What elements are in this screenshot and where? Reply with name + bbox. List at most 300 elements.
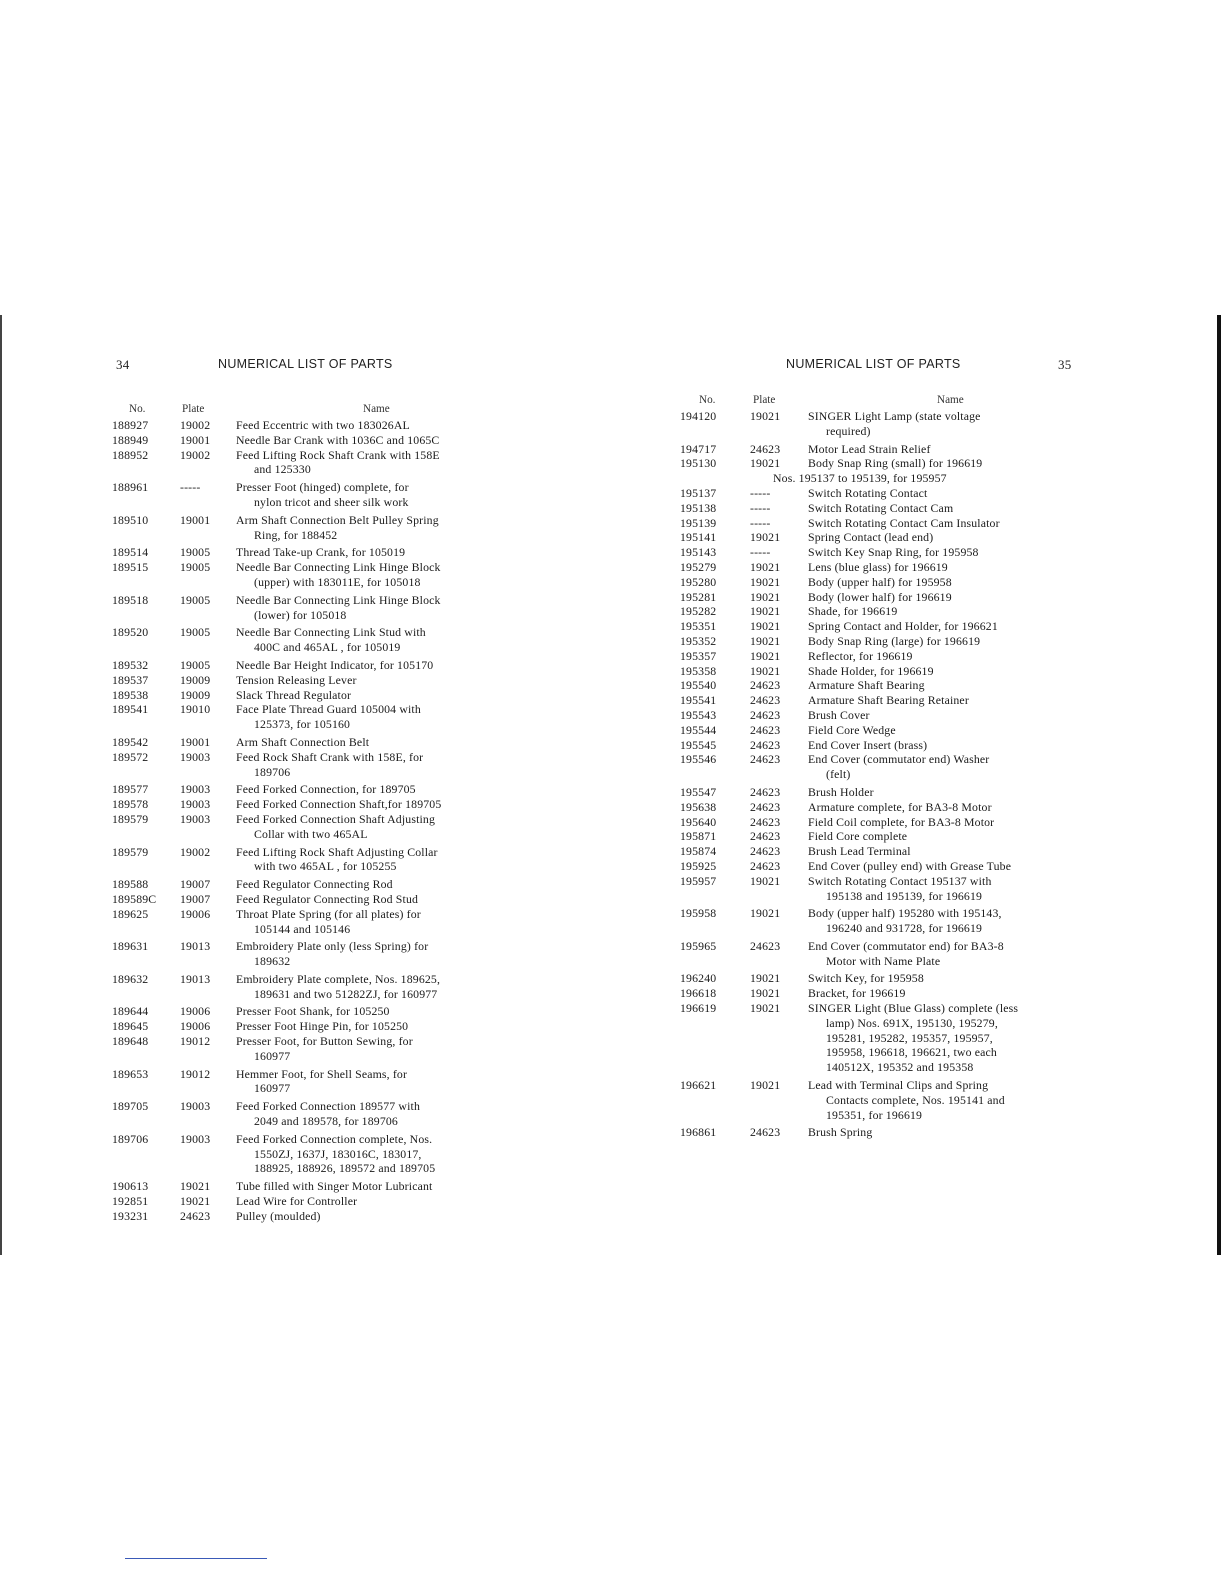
part-name-line: Field Coil complete, for BA3-8 Motor [808, 814, 995, 829]
part-number: 189510 [112, 512, 149, 527]
part-name-line: Slack Thread Regulator [236, 687, 352, 702]
part-name-line: 105144 and 105146 [254, 921, 351, 936]
part-name [808, 590, 1090, 605]
part-number: 195546 [680, 752, 717, 767]
part-name [808, 708, 1090, 723]
part-plate: 19005 [180, 560, 211, 575]
part-name-line: (upper) with 183011E, for 105018 [254, 574, 421, 589]
part-row [680, 1078, 1090, 1122]
part-name-line: Reflector, for 196619 [808, 648, 913, 663]
part-row [680, 844, 1090, 859]
part-row [112, 1179, 612, 1194]
part-name-line: Presser Foot (hinged) complete, for [236, 480, 409, 495]
part-row [112, 972, 612, 1002]
part-name [808, 1125, 1090, 1140]
part-row [112, 480, 612, 510]
part-name-line: Lead Wire for Controller [236, 1194, 358, 1209]
part-number: 189514 [112, 545, 149, 560]
part-plate: 19021 [750, 648, 781, 663]
part-row [680, 971, 1090, 986]
part-name [236, 1179, 612, 1194]
part-row [680, 738, 1090, 753]
part-plate: 19006 [180, 1004, 211, 1019]
part-plate: 19005 [180, 657, 211, 672]
part-name [236, 448, 612, 478]
part-plate: 19021 [750, 906, 781, 921]
part-number: 189515 [112, 560, 149, 575]
part-name-line: 195281, 195282, 195357, 195957, [826, 1030, 993, 1045]
part-number: 189644 [112, 1004, 149, 1019]
part-row [680, 939, 1090, 969]
part-name [808, 456, 1090, 471]
part-number: 195351 [680, 619, 717, 634]
part-number: 195925 [680, 858, 717, 873]
part-row [680, 723, 1090, 738]
part-row [112, 845, 612, 875]
part-row [680, 634, 1090, 649]
part-row [680, 874, 1090, 904]
part-number: 189706 [112, 1131, 149, 1146]
part-row [112, 1099, 612, 1129]
part-plate: 19013 [180, 971, 211, 986]
part-number: 195543 [680, 707, 717, 722]
part-name-line: Needle Bar Connecting Link Stud with [236, 625, 426, 640]
part-number: 193231 [112, 1208, 149, 1223]
part-row [112, 688, 612, 703]
part-row [112, 702, 612, 732]
part-number: 192851 [112, 1194, 149, 1209]
part-plate: 19021 [750, 574, 781, 589]
part-name [236, 688, 612, 703]
part-plate: 19003 [180, 797, 211, 812]
part-name-line: Embroidery Plate complete, Nos. 189625, [236, 971, 441, 986]
part-plate: 19007 [180, 877, 211, 892]
part-row [112, 1067, 612, 1097]
part-name [808, 829, 1090, 844]
part-plate: 19005 [180, 545, 211, 560]
part-name-line: Armature complete, for BA3-8 Motor [808, 799, 992, 814]
part-plate: 24623 [750, 693, 781, 708]
part-name-line: 140512X, 195352 and 195358 [826, 1060, 974, 1075]
part-name-line: 160977 [254, 1081, 291, 1096]
part-name-line: required) [826, 423, 871, 438]
part-number: 189588 [112, 877, 149, 892]
part-number: 189572 [112, 749, 149, 764]
part-name-line: Field Core Wedge [808, 722, 896, 737]
part-number: 195357 [680, 648, 717, 663]
part-name [808, 723, 1090, 738]
part-name-line: Thread Take-up Crank, for 105019 [236, 545, 406, 560]
part-plate: 19021 [750, 619, 781, 634]
part-number: 195638 [680, 799, 717, 814]
part-name-line: Brush Holder [808, 784, 874, 799]
part-name-line: Armature Shaft Bearing [808, 678, 925, 693]
part-name [808, 986, 1090, 1001]
part-plate: 19021 [750, 409, 781, 423]
right-page-title: NUMERICAL LIST OF PARTS [786, 357, 961, 371]
part-number: 189579 [112, 811, 149, 826]
part-name-line: Face Plate Thread Guard 105004 with [236, 702, 421, 717]
column-header-no: No. [699, 394, 716, 406]
part-plate: 24623 [180, 1208, 211, 1223]
part-name-line: Field Core complete [808, 829, 908, 844]
part-row [112, 939, 612, 969]
part-name [808, 815, 1090, 830]
part-name [808, 752, 1090, 782]
part-plate: 19005 [180, 625, 211, 640]
part-number: 195138 [680, 500, 717, 515]
part-name-line: 189631 and two 51282ZJ, for 160977 [254, 986, 438, 1001]
part-row [112, 877, 612, 892]
part-name [808, 939, 1090, 969]
part-row [112, 907, 612, 937]
left-parts-list [112, 418, 612, 1224]
column-header-plate: Plate [182, 403, 205, 415]
part-number: 195874 [680, 844, 717, 859]
part-plate: 24623 [750, 844, 781, 859]
part-plate: 19002 [180, 447, 211, 462]
part-number: 195541 [680, 693, 717, 708]
part-number: 196618 [680, 986, 717, 1001]
part-name-line: Switch Key, for 195958 [808, 971, 924, 986]
part-number: 195130 [680, 456, 717, 471]
part-row [112, 782, 612, 797]
part-number: 195540 [680, 678, 717, 693]
part-name-line: 195958, 196618, 196621, two each [826, 1045, 997, 1060]
part-name-line: Feed Forked Connection, for 189705 [236, 782, 416, 797]
part-name [808, 906, 1090, 936]
part-row [112, 433, 612, 448]
part-number: 195547 [680, 784, 717, 799]
part-name [236, 845, 612, 875]
part-row [680, 575, 1090, 590]
part-row [680, 471, 1090, 486]
part-name [236, 1132, 612, 1176]
part-number: 189645 [112, 1019, 149, 1034]
part-plate: 19006 [180, 906, 211, 921]
part-plate: 19021 [750, 456, 781, 471]
part-number: 195352 [680, 633, 717, 648]
part-name-line: Body (upper half) 195280 with 195143, [808, 906, 1002, 921]
part-plate: 19009 [180, 672, 211, 687]
part-name [808, 442, 1090, 457]
right-page-number: 35 [1058, 357, 1072, 372]
part-name [236, 658, 612, 673]
part-number: 195282 [680, 604, 717, 619]
part-plate: ----- [750, 485, 771, 500]
page-edge-left [0, 315, 2, 1255]
part-name-line: Hemmer Foot, for Shell Seams, for [236, 1066, 408, 1081]
part-row [680, 442, 1090, 457]
part-plate: 19021 [750, 663, 781, 678]
part-plate: 19001 [180, 512, 211, 527]
part-name-line: Body Snap Ring (large) for 196619 [808, 633, 981, 648]
part-name-line: Motor Lead Strain Relief [808, 441, 931, 456]
part-name-line: SINGER Light (Blue Glass) complete (less [808, 1001, 1019, 1016]
part-name [808, 604, 1090, 619]
part-name-line: Shade Holder, for 196619 [808, 663, 934, 678]
part-row [680, 708, 1090, 723]
part-row [112, 513, 612, 543]
part-name-line: Switch Rotating Contact Cam [808, 500, 954, 515]
part-name-line: Arm Shaft Connection Belt [236, 734, 370, 749]
part-name-line: 160977 [254, 1048, 291, 1063]
part-number: 195141 [680, 530, 717, 545]
part-name [808, 693, 1090, 708]
part-name-line: Needle Bar Connecting Link Hinge Block [236, 560, 441, 575]
part-plate: 19021 [180, 1194, 211, 1209]
part-row [680, 501, 1090, 516]
part-name-line: Lead with Terminal Clips and Spring [808, 1078, 989, 1093]
part-number: 196621 [680, 1078, 717, 1093]
part-name [236, 433, 612, 448]
part-name [808, 800, 1090, 815]
part-name-line: Nos. 195137 to 195139, for 195957 [773, 471, 947, 486]
part-name [236, 735, 612, 750]
right-parts-list [680, 409, 1090, 1140]
part-row [112, 658, 612, 673]
part-number: 195143 [680, 545, 717, 560]
part-name-line: Needle Bar Height Indicator, for 105170 [236, 657, 434, 672]
part-plate: 19003 [180, 1099, 211, 1114]
part-name-line: 188925, 188926, 189572 and 189705 [254, 1161, 436, 1176]
part-plate: 19021 [750, 986, 781, 1001]
part-name-line: Switch Rotating Contact [808, 485, 928, 500]
part-plate: 24623 [750, 799, 781, 814]
part-plate: 19002 [180, 418, 211, 432]
part-name-line: Contacts complete, Nos. 195141 and [826, 1092, 1005, 1107]
part-number: 189537 [112, 672, 149, 687]
part-name [808, 738, 1090, 753]
part-name [808, 634, 1090, 649]
part-number: 189542 [112, 734, 149, 749]
part-row [112, 1132, 612, 1176]
part-number: 195139 [680, 515, 717, 530]
part-plate: 19021 [750, 604, 781, 619]
part-name [808, 409, 1090, 439]
part-row [680, 815, 1090, 830]
part-name-line: Ring, for 188452 [254, 527, 338, 542]
part-name-line: End Cover Insert (brass) [808, 737, 928, 752]
part-name-line: Feed Forked Connection Shaft,for 189705 [236, 797, 442, 812]
column-header-name: Name [937, 394, 964, 406]
part-name [808, 678, 1090, 693]
part-number: 189538 [112, 687, 149, 702]
part-number: 188949 [112, 432, 149, 447]
part-name [236, 1034, 612, 1064]
part-plate: 19021 [180, 1179, 211, 1194]
part-name-line: Feed Forked Connection 189577 with [236, 1099, 420, 1114]
part-row [112, 625, 612, 655]
part-name-line: Switch Key Snap Ring, for 195958 [808, 545, 979, 560]
part-row [680, 530, 1090, 545]
left-page-number: 34 [116, 357, 130, 372]
part-name [236, 545, 612, 560]
part-plate: 24623 [750, 829, 781, 844]
part-name-line: Armature Shaft Bearing Retainer [808, 693, 969, 708]
part-plate: 19021 [750, 559, 781, 574]
part-name-line: Shade, for 196619 [808, 604, 898, 619]
part-row [680, 800, 1090, 815]
part-number: 195544 [680, 722, 717, 737]
part-name [808, 619, 1090, 634]
part-name [808, 1078, 1090, 1122]
part-name [236, 1099, 612, 1129]
part-number: 194120 [680, 409, 717, 423]
part-plate: 24623 [750, 1125, 781, 1140]
part-plate: 24623 [750, 814, 781, 829]
part-name-line: End Cover (commutator end) Washer [808, 752, 990, 767]
part-name [808, 844, 1090, 859]
part-plate: ----- [750, 500, 771, 515]
column-header-plate: Plate [753, 394, 776, 406]
part-plate: 19001 [180, 432, 211, 447]
part-row [112, 593, 612, 623]
part-name-line: Brush Cover [808, 707, 870, 722]
part-row [680, 545, 1090, 560]
part-plate: 19021 [750, 530, 781, 545]
part-plate: 24623 [750, 784, 781, 799]
part-plate: 19003 [180, 811, 211, 826]
part-number: 195358 [680, 663, 717, 678]
part-name-line: Feed Forked Connection complete, Nos. [236, 1131, 433, 1146]
part-name-line: 189632 [254, 954, 291, 969]
part-plate: 24623 [750, 722, 781, 737]
part-number: 189579 [112, 844, 149, 859]
part-name [236, 797, 612, 812]
part-name-line: Tension Releasing Lever [236, 672, 357, 687]
part-row [680, 829, 1090, 844]
part-name-line: Switch Rotating Contact Cam Insulator [808, 515, 1000, 530]
part-plate: 19021 [750, 873, 781, 888]
part-plate: 24623 [750, 938, 781, 953]
part-row [680, 590, 1090, 605]
part-name [773, 471, 1090, 486]
part-number: 196240 [680, 971, 717, 986]
part-name [236, 750, 612, 780]
part-number: 189541 [112, 702, 149, 717]
part-number: 195281 [680, 589, 717, 604]
part-name [236, 972, 612, 1002]
part-name [236, 1194, 612, 1209]
part-plate: 19021 [750, 589, 781, 604]
part-name [808, 516, 1090, 531]
part-plate: 19012 [180, 1066, 211, 1081]
part-name-line: Needle Bar Connecting Link Hinge Block [236, 592, 441, 607]
part-number: 189589C [112, 891, 157, 906]
part-name [808, 530, 1090, 545]
part-number: 189632 [112, 971, 149, 986]
part-name-line: Motor with Name Plate [826, 953, 941, 968]
part-name [236, 625, 612, 655]
part-row [680, 752, 1090, 782]
part-name-line: Lens (blue glass) for 196619 [808, 559, 948, 574]
part-name-line: Throat Plate Spring (for all plates) for [236, 906, 421, 921]
part-name-line: Feed Regulator Connecting Rod Stud [236, 891, 419, 906]
part-plate: 19021 [750, 633, 781, 648]
part-row [680, 906, 1090, 936]
part-plate: ----- [180, 480, 201, 495]
part-row [112, 812, 612, 842]
part-name-line: Feed Lifting Rock Shaft Crank with 158E [236, 447, 440, 462]
part-name [808, 575, 1090, 590]
part-name-line: Brush Spring [808, 1125, 873, 1140]
part-name-line: 1550ZJ, 1637J, 183016C, 183017, [254, 1146, 422, 1161]
part-name-line: 189706 [254, 764, 291, 779]
part-name-line: (felt) [826, 767, 851, 782]
part-name [236, 593, 612, 623]
part-number: 189577 [112, 782, 149, 797]
part-name [236, 812, 612, 842]
part-plate: 24623 [750, 858, 781, 873]
part-number: 190613 [112, 1179, 149, 1194]
part-name-line: 195138 and 195139, for 196619 [826, 888, 983, 903]
part-name-line: Presser Foot Hinge Pin, for 105250 [236, 1019, 409, 1034]
part-name [236, 939, 612, 969]
part-name [236, 892, 612, 907]
part-row [112, 1004, 612, 1019]
part-name-line: Needle Bar Crank with 1036C and 1065C [236, 432, 440, 447]
footer-rule [125, 1558, 267, 1559]
part-row [680, 859, 1090, 874]
part-row [680, 619, 1090, 634]
part-number: 195958 [680, 906, 717, 921]
part-number: 195965 [680, 938, 717, 953]
part-number: 195280 [680, 574, 717, 589]
part-name [808, 859, 1090, 874]
part-number: 189705 [112, 1099, 149, 1114]
part-name [236, 782, 612, 797]
part-row [680, 986, 1090, 1001]
part-row [112, 735, 612, 750]
part-row [112, 673, 612, 688]
part-name-line: Body (lower half) for 196619 [808, 589, 952, 604]
part-name [808, 971, 1090, 986]
page-edge-right [1217, 315, 1221, 1255]
part-row [680, 1125, 1090, 1140]
part-row [680, 785, 1090, 800]
part-plate: 24623 [750, 737, 781, 752]
part-name-line: (lower) for 105018 [254, 607, 347, 622]
part-number: 195957 [680, 873, 717, 888]
part-number: 196619 [680, 1001, 717, 1016]
part-number: 195871 [680, 829, 717, 844]
part-plate: 19003 [180, 749, 211, 764]
part-name-line: Presser Foot Shank, for 105250 [236, 1004, 390, 1019]
part-name [236, 1004, 612, 1019]
part-number: 188927 [112, 418, 149, 432]
part-number: 189631 [112, 939, 149, 954]
part-plate: 24623 [750, 752, 781, 767]
part-name [236, 513, 612, 543]
part-name-line: Spring Contact and Holder, for 196621 [808, 619, 998, 634]
part-row [112, 1209, 612, 1224]
part-name-line: Tube filled with Singer Motor Lubricant [236, 1179, 433, 1194]
part-row [680, 678, 1090, 693]
column-header-name: Name [363, 403, 390, 415]
part-row [112, 545, 612, 560]
part-number: 189520 [112, 625, 149, 640]
part-number: 195545 [680, 737, 717, 752]
part-name [808, 486, 1090, 501]
part-name [236, 1209, 612, 1224]
part-row [680, 409, 1090, 439]
part-name-line: 400C and 465AL , for 105019 [254, 640, 401, 655]
part-plate: 19007 [180, 891, 211, 906]
part-name-line: 195351, for 196619 [826, 1107, 923, 1122]
part-name [808, 785, 1090, 800]
part-row [112, 448, 612, 478]
